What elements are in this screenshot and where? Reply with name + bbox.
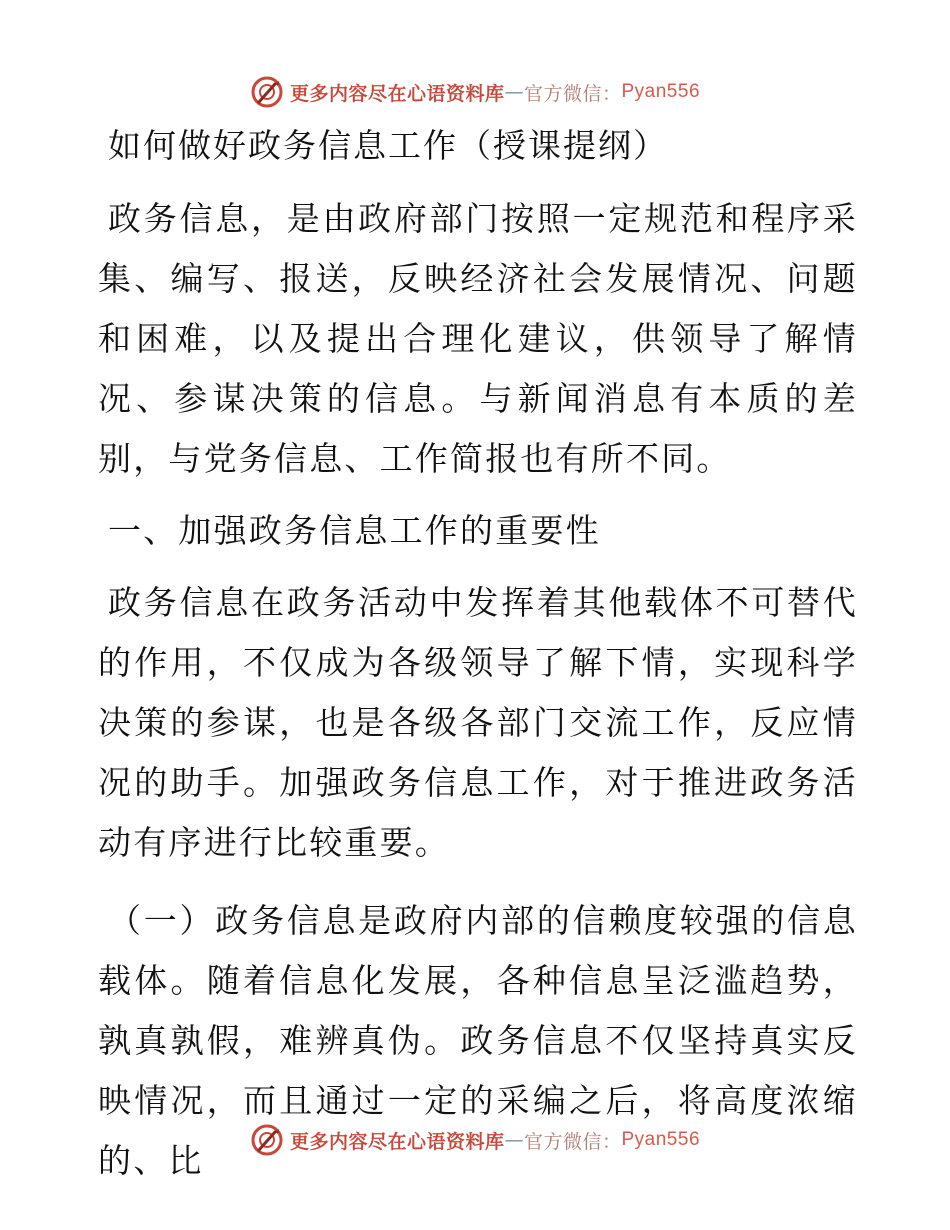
watermark-header	[0, 72, 950, 112]
watermark-dash: —	[504, 81, 524, 103]
subsection-paragraph: （一）政务信息是政府内部的信赖度较强的信息载体。随着信息化发展，各种信息呈泛滥趋势，孰真孰假，难辨真伪。政务信息不仅坚持真实反映情况，而且通过一定的采编之后，将高度浓缩的、比	[98, 901, 858, 1180]
watermark-brand: 更多内容尽在心语资料库	[289, 1130, 505, 1153]
logo-icon	[250, 75, 284, 109]
watermark-id: Pyan556	[621, 1129, 701, 1150]
watermark-brand: 更多内容尽在心语资料库	[289, 82, 505, 105]
watermark-footer	[0, 1120, 950, 1160]
intro-paragraph: 政务信息，是由政府部门按照一定规范和程序采集、编写、报送，反映经济社会发展情况、问题和困难，以及提出合理化建议，供领导了解情况、参谋决策的信息。与新闻消息有本质的差别，与党务信息、工作简报也有所不同。	[98, 199, 858, 478]
section-body-paragraph: 政务信息在政务活动中发挥着其他载体不可替代的作用，不仅成为各级领导了解下情，实现科学决策的参谋，也是各级各部门交流工作，反应情况的助手。加强政务信息工作，对于推进政务活动有序进行比较重要。	[98, 583, 858, 862]
watermark-dash: —	[504, 1129, 524, 1151]
watermark-label: 官方微信：	[523, 1130, 622, 1153]
watermark-id: Pyan556	[621, 81, 701, 102]
logo-icon	[250, 1123, 284, 1157]
document-title: 如何做好政务信息工作（授课提纲）	[108, 126, 668, 165]
document-body	[98, 118, 858, 1191]
watermark-label: 官方微信：	[523, 82, 622, 105]
section-heading: 一、加强政务信息工作的重要性	[108, 511, 601, 550]
